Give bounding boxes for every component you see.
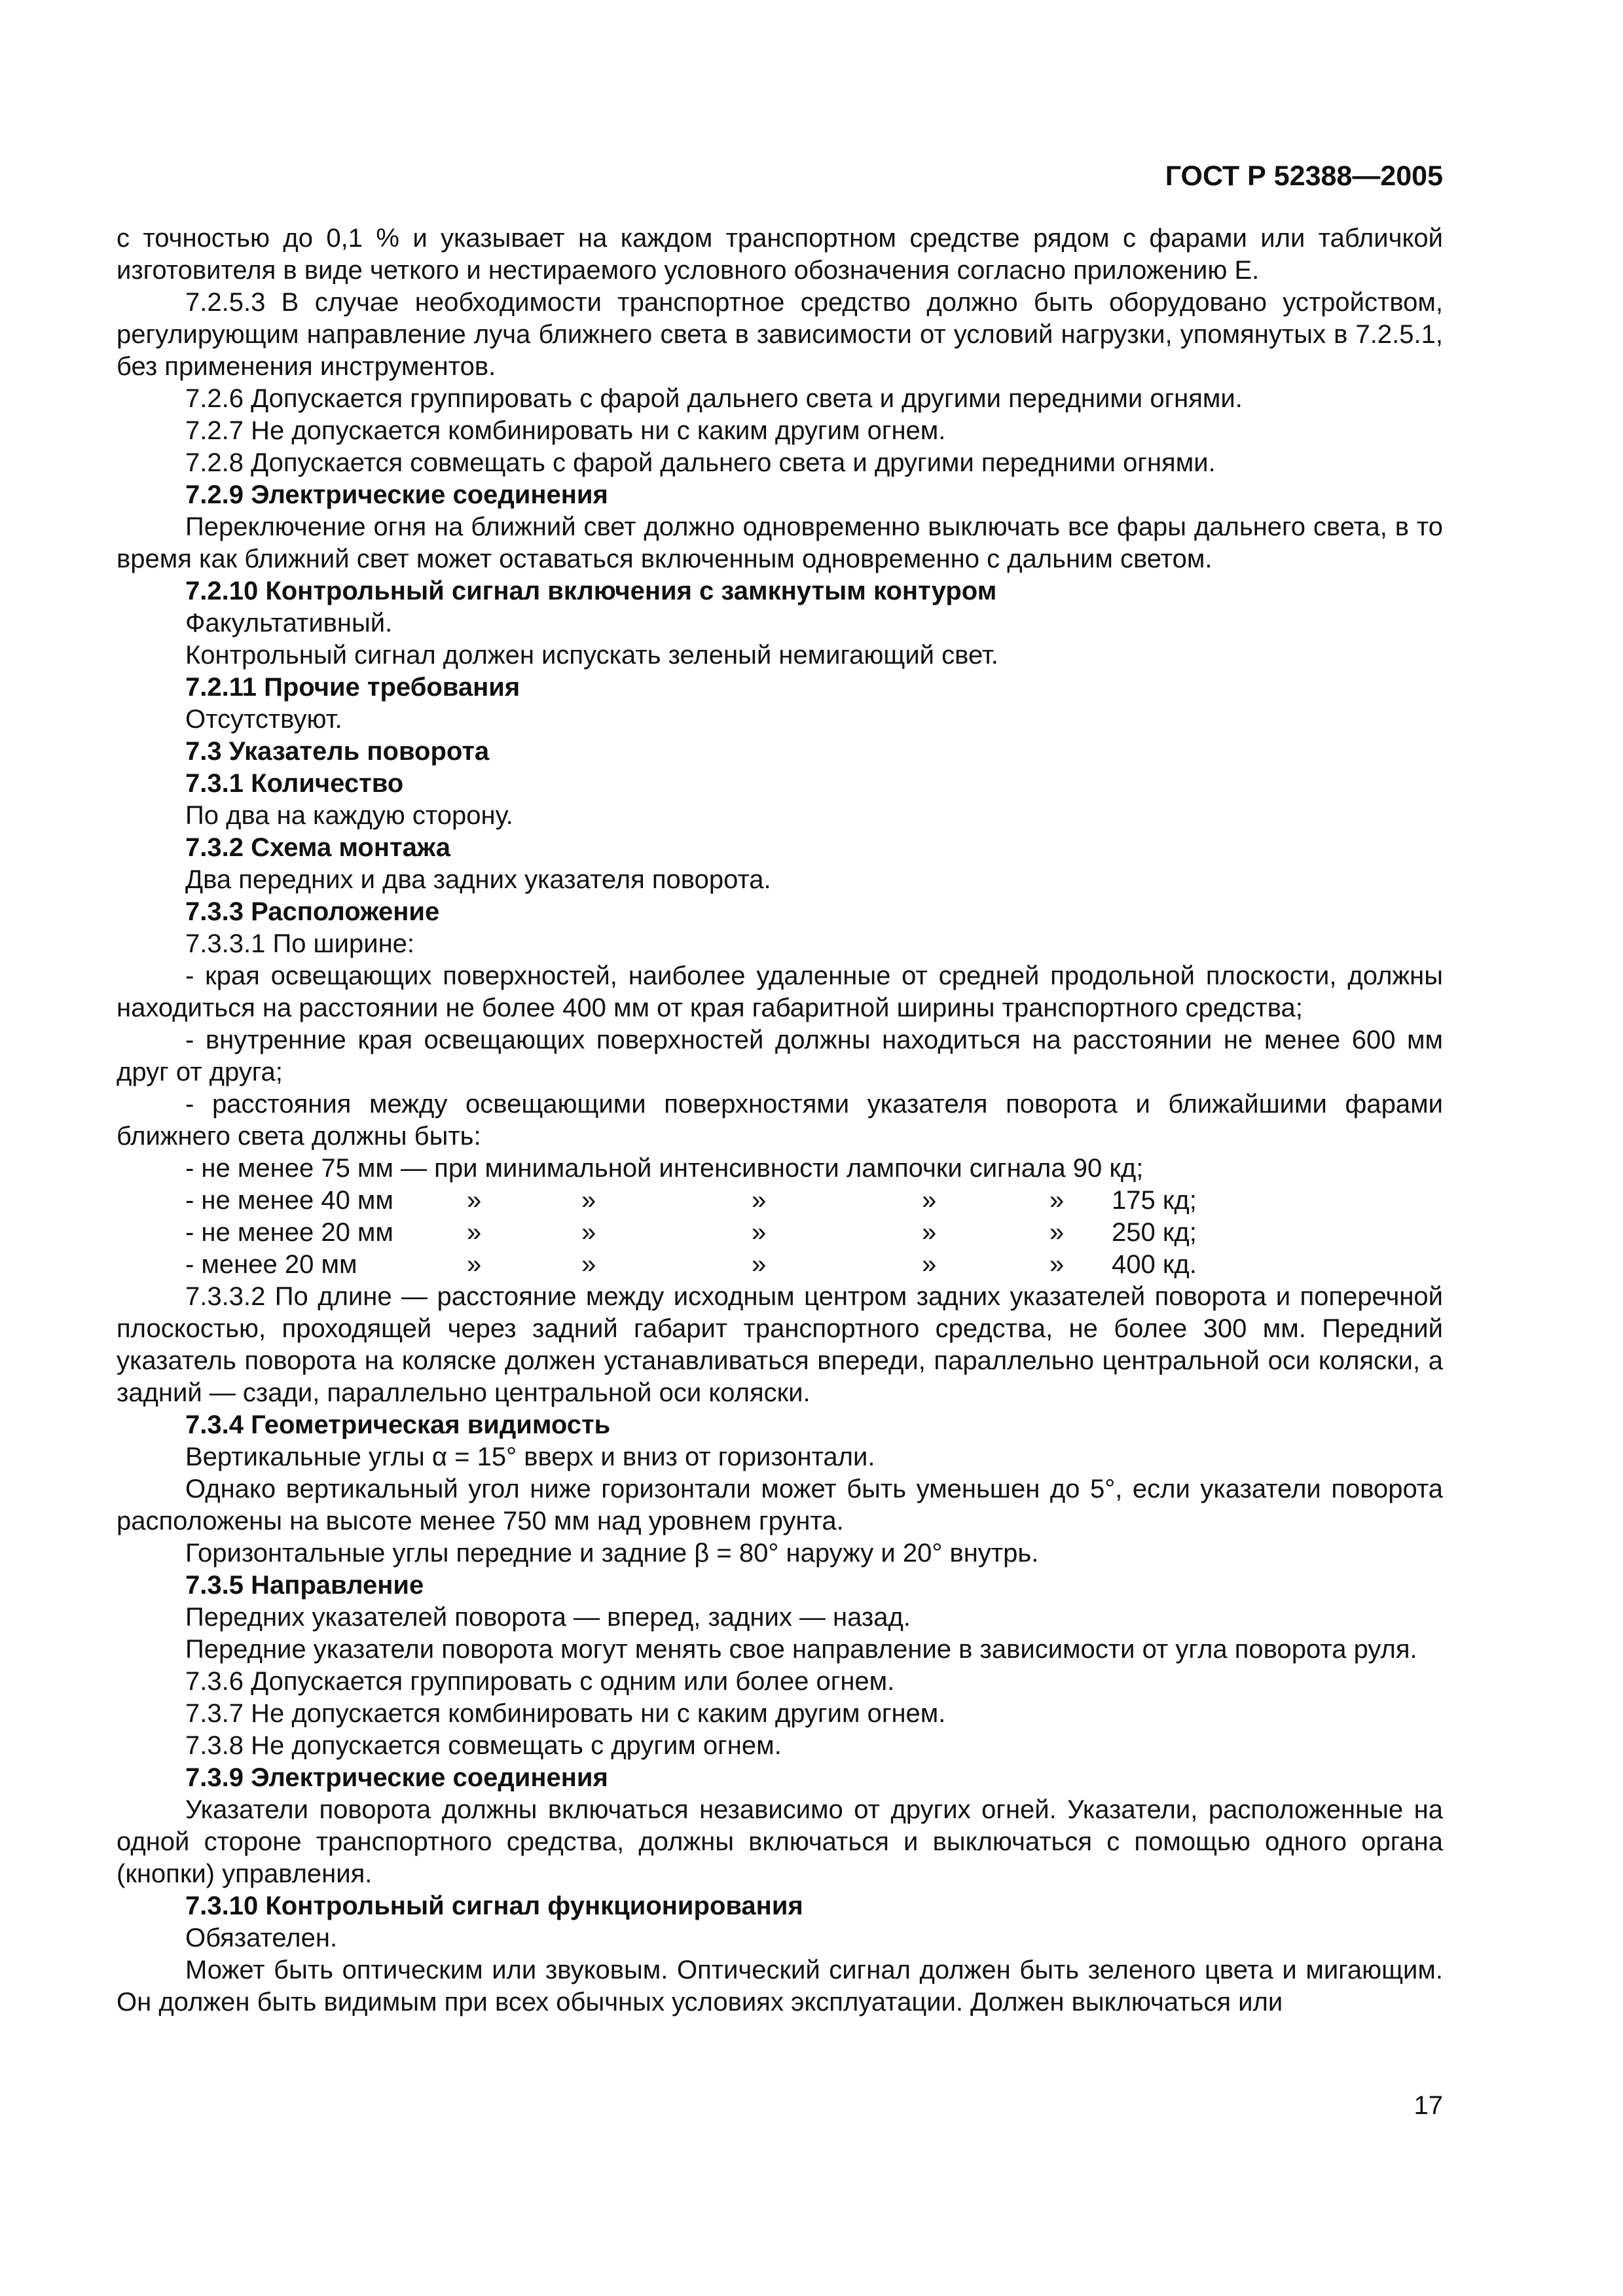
paragraph: 7.2.6 Допускается группировать с фарой дальнего света и другими передними огнями. (185, 384, 1243, 413)
paragraph: Передние указатели поворота могут менять свое направление в зависимости от угла поворота руля. (185, 1635, 1417, 1664)
paragraph: Факультативный. (185, 609, 393, 637)
distance-table (185, 1185, 1197, 1281)
paragraph: Однако вертикальный угол ниже горизонтали может быть уменьшен до 5°, если указатели поворота расположены на высоте менее 750 мм над уровнем грунта. (117, 1475, 1443, 1535)
distance-row (185, 1249, 1197, 1281)
distance-cell-dist: - не менее 40 мм (185, 1186, 393, 1215)
document-header: ГОСТ Р 52388—2005 (1165, 160, 1443, 192)
paragraph: Обязателен. (185, 1924, 338, 1952)
section-heading: 7.3.9 Электрические соединения (185, 1763, 608, 1792)
distance-cell-q1: » (467, 1218, 482, 1247)
paragraph: Переключение огня на ближний свет должно одновременно выключать все фары дальнего света, в то время как ближний свет может оставаться включенным одновременно с дальним светом. (117, 512, 1443, 573)
paragraph: 7.3.6 Допускается группировать с одним или более огнем. (185, 1667, 895, 1696)
section-heading: 7.3.3 Расположение (185, 897, 440, 926)
paragraph: с точностью до 0,1 % и указывает на каждом транспортном средстве рядом с фарами или табличкой изготовителя в виде четкого и нестираемого условного обозначения согласно приложению Е. (117, 224, 1443, 285)
distance-cell-q5: » (1049, 1218, 1065, 1247)
paragraph: 7.2.8 Допускается совмещать с фарой дальнего света и другими передними огнями. (185, 448, 1216, 477)
document-body (117, 223, 1443, 2018)
paragraph: Вертикальные углы α = 15° вверх и вниз от горизонтали. (185, 1443, 875, 1471)
distance-cell-q3: » (752, 1218, 767, 1247)
distance-cell-q4: » (922, 1186, 937, 1215)
distance-cell-q1: » (467, 1186, 482, 1215)
paragraph: Два передних и два задних указателя поворота. (185, 865, 771, 894)
distance-table-body (185, 1185, 1197, 1281)
distance-cell-q3: » (752, 1250, 767, 1279)
paragraph: - внутренние края освещающих поверхностей должны находиться на расстоянии не менее 600 мм друг от друга; (117, 1026, 1443, 1086)
distance-row (185, 1185, 1197, 1217)
paragraph: 7.2.5.3 В случае необходимости транспортное средство должно быть оборудовано устройством, регулирующим направление луча ближнего света в зависимости от условий нагрузки, упомянутых в 7.2.5.1, без применения инструментов. (117, 288, 1443, 381)
paragraph: 7.3.8 Не допускается совмещать с другим огнем. (185, 1731, 782, 1760)
section-heading: 7.3.5 Направление (185, 1571, 424, 1600)
distance-cell-value: 250 кд; (1112, 1218, 1197, 1247)
paragraph: - расстояния между освещающими поверхностями указателя поворота и ближайшими фарами ближнего света должны быть: (117, 1090, 1443, 1151)
section-heading: 7.3.4 Геометрическая видимость (185, 1410, 611, 1439)
paragraph: Указатели поворота должны включаться независимо от других огней. Указатели, расположенные на одной стороне транспортного средства, должны включаться и выключаться с помощью одного органа (кнопки) управления. (117, 1795, 1443, 1888)
paragraph: Может быть оптическим или звуковым. Оптический сигнал должен быть зеленого цвета и мигающим. Он должен быть видимым при всех обычных условиях эксплуатации. Должен выключаться или (117, 1956, 1443, 2017)
section-heading: 7.2.11 Прочие требования (185, 673, 520, 702)
paragraph: Передних указателей поворота — вперед, задних — назад. (185, 1603, 911, 1632)
paragraph: - края освещающих поверхностей, наиболее удаленные от средней продольной плоскости, должны находиться на расстоянии не более 400 мм от края габаритной ширины транспортного средства; (117, 961, 1443, 1022)
paragraph-block-2 (117, 1281, 1443, 2018)
distance-cell-q3: » (752, 1186, 767, 1215)
paragraph: 7.2.7 Не допускается комбинировать ни с каким другим огнем. (185, 416, 946, 445)
distance-cell-dist: - менее 20 мм (185, 1250, 357, 1279)
distance-cell-q2: » (581, 1218, 596, 1247)
paragraph: Контрольный сигнал должен испускать зеленый немигающий свет. (185, 641, 998, 670)
page-number: 17 (1413, 2091, 1443, 2120)
section-heading: 7.3.2 Схема монтажа (185, 833, 450, 862)
paragraph: 7.3.3.2 По длине — расстояние между исходным центром задних указателей поворота и поперечной плоскостью, проходящей через задний габарит транспортного средства, не более 300 мм. Передний указатель поворота на коляске должен устанавливаться впереди, параллельно центральной оси коляски, а задний — сзади, параллельно центральной оси коляски. (117, 1282, 1443, 1407)
section-heading: 7.3.10 Контрольный сигнал функционирования (185, 1892, 803, 1920)
distance-cell-q4: » (922, 1250, 937, 1279)
distance-cell-q2: » (581, 1186, 596, 1215)
distance-cell-q4: » (922, 1218, 937, 1247)
paragraph: 7.3.3.1 По ширине: (185, 929, 415, 958)
section-heading: 7.2.10 Контрольный сигнал включения с замкнутым контуром (185, 577, 997, 605)
distance-cell-q5: » (1049, 1250, 1065, 1279)
distance-cell-q1: » (467, 1250, 482, 1279)
distance-cell-dist: - не менее 20 мм (185, 1218, 393, 1247)
distance-cell-value: 175 кд; (1112, 1186, 1197, 1215)
paragraph: Отсутствуют. (185, 705, 342, 734)
paragraph: Горизонтальные углы передние и задние β = 80° наружу и 20° внутрь. (185, 1539, 1039, 1568)
distance-row (185, 1217, 1197, 1249)
section-heading: 7.3 Указатель поворота (185, 737, 490, 766)
paragraph: 7.3.7 Не допускается комбинировать ни с каким другим огнем. (185, 1699, 946, 1728)
distance-first-line: - не менее 75 мм — при минимальной интенсивности лампочки сигнала 90 кд; (185, 1154, 1144, 1183)
paragraph-block-1 (117, 223, 1443, 1153)
paragraph: По два на каждую сторону. (185, 801, 513, 830)
distance-cell-q2: » (581, 1250, 596, 1279)
section-heading: 7.3.1 Количество (185, 769, 404, 798)
section-heading: 7.2.9 Электрические соединения (185, 480, 608, 509)
distance-cell-q5: » (1049, 1186, 1065, 1215)
distance-cell-value: 400 кд. (1112, 1250, 1197, 1279)
